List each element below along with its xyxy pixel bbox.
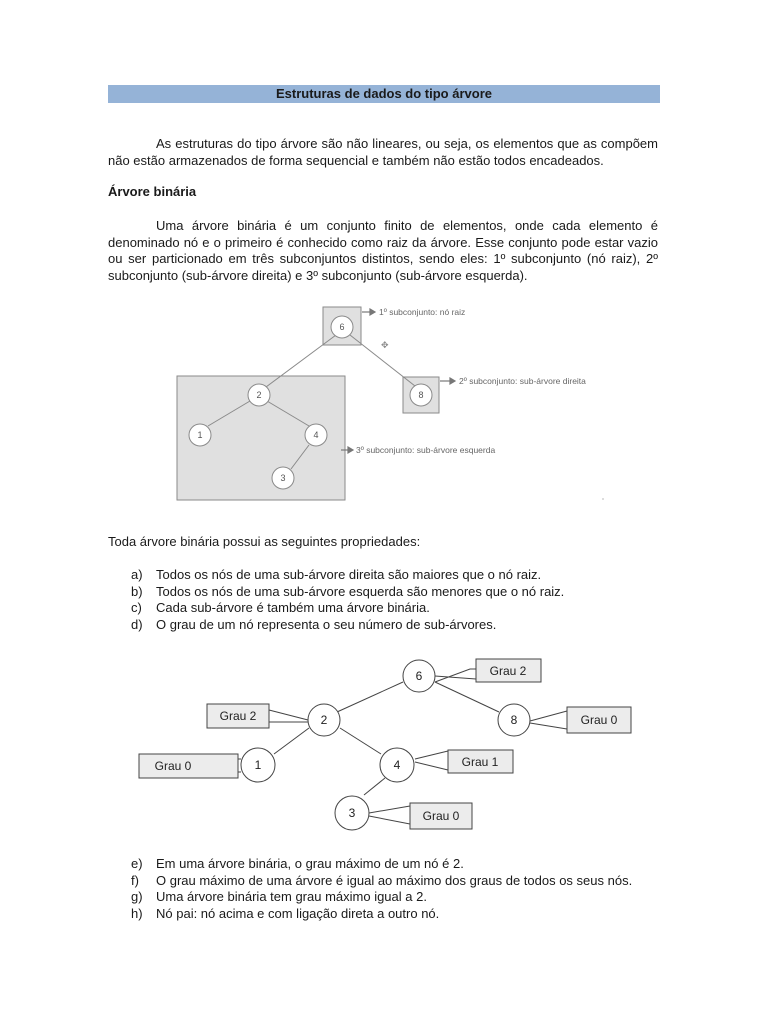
- list-marker: e): [131, 856, 143, 871]
- list-item: [131, 906, 632, 923]
- intro-paragraph: [108, 136, 658, 169]
- definition-text: Uma árvore binária é um conjunto finito de elementos, onde cada elemento é denominado nó e o primeiro é conhecido como raiz da árvore. Esse conjunto pode estar vazio ou ser particionado em três subconjuntos distintos, sendo eles: 1º subconjunto (nó raiz), 2º subconjunto (sub-árvore direita) e 3º subconjunto (sub-árvore esquerda).: [108, 218, 658, 283]
- fig1-node-1-label: 1: [197, 430, 203, 440]
- section-heading: Árvore binária: [108, 184, 197, 199]
- fig2-node-6-label: 6: [415, 669, 423, 683]
- fig2-node-2-label: 2: [320, 713, 328, 727]
- fig2-degree-1: Grau 0: [154, 759, 192, 773]
- fig2-degree-6: Grau 2: [489, 664, 527, 678]
- fig2-node-3-label: 3: [348, 806, 356, 820]
- list-item: [131, 889, 632, 906]
- figure-degrees: [130, 648, 650, 838]
- fig1-right-label: 2º subconjunto: sub-árvore direita: [459, 376, 586, 386]
- list-item-text: Uma árvore binária tem grau máximo igual a 2.: [156, 889, 427, 904]
- cursor-icon: ✥: [381, 340, 389, 350]
- fig2-degree-3: Grau 0: [422, 809, 460, 823]
- figure-subsets: [170, 298, 620, 506]
- list-item-text: Todos os nós de uma sub-árvore esquerda são menores que o nó raiz.: [156, 583, 565, 599]
- list-item: [131, 567, 564, 584]
- fig1-root-label: 1º subconjunto: nó raiz: [379, 307, 466, 317]
- intro-text: As estruturas do tipo árvore são não lineares, ou seja, os elementos que as compõem não estão armazenados de forma sequencial e também não estão todos encadeados.: [108, 136, 658, 168]
- list-item: [131, 600, 564, 617]
- fig2-degree-4: Grau 1: [461, 755, 499, 769]
- list-item-text: O grau máximo de uma árvore é igual ao máximo dos graus de todos os seus nós.: [156, 872, 633, 888]
- list-item-text: Nó pai: nó acima e com ligação direta a outro nó.: [156, 905, 440, 921]
- list-item-text: Todos os nós de uma sub-árvore direita são maiores que o nó raiz.: [156, 567, 542, 582]
- list-marker: c): [131, 600, 142, 615]
- list-marker: d): [131, 616, 143, 632]
- fig2-degree-2: Grau 2: [219, 709, 257, 723]
- list-marker: a): [131, 567, 143, 582]
- list-marker: f): [131, 872, 139, 888]
- fig1-node-3-label: 3: [280, 473, 286, 483]
- fig2-node-1-label: 1: [254, 758, 262, 772]
- list-marker: h): [131, 905, 143, 921]
- page-title: Estruturas de dados do tipo árvore: [108, 85, 660, 103]
- fig1-node-2-label: 2: [256, 390, 262, 400]
- properties-list: [131, 567, 564, 633]
- properties-intro: Toda árvore binária possui as seguintes propriedades:: [108, 534, 421, 549]
- fig2-node-8-label: 8: [510, 713, 518, 727]
- fig1-node-4-label: 4: [313, 430, 319, 440]
- list-item-text: Em uma árvore binária, o grau máximo de um nó é 2.: [156, 856, 464, 871]
- list-item: [131, 584, 564, 601]
- list-item-text: Cada sub-árvore é também uma árvore binária.: [156, 600, 430, 615]
- more-properties-list: [131, 856, 632, 922]
- list-marker: b): [131, 583, 143, 599]
- fig1-node-6-label: 6: [339, 322, 345, 332]
- fig2-degree-8: Grau 0: [580, 713, 618, 727]
- fig2-node-4-label: 4: [393, 758, 401, 772]
- list-item: [131, 856, 632, 873]
- list-item: [131, 617, 564, 634]
- list-marker: g): [131, 889, 143, 904]
- list-item: [131, 873, 632, 890]
- definition-paragraph: [108, 218, 658, 284]
- fig1-left-label: 3º subconjunto: sub-árvore esquerda: [356, 445, 496, 455]
- fig1-node-8-label: 8: [418, 390, 424, 400]
- list-item-text: O grau de um nó representa o seu número de sub-árvores.: [156, 616, 497, 632]
